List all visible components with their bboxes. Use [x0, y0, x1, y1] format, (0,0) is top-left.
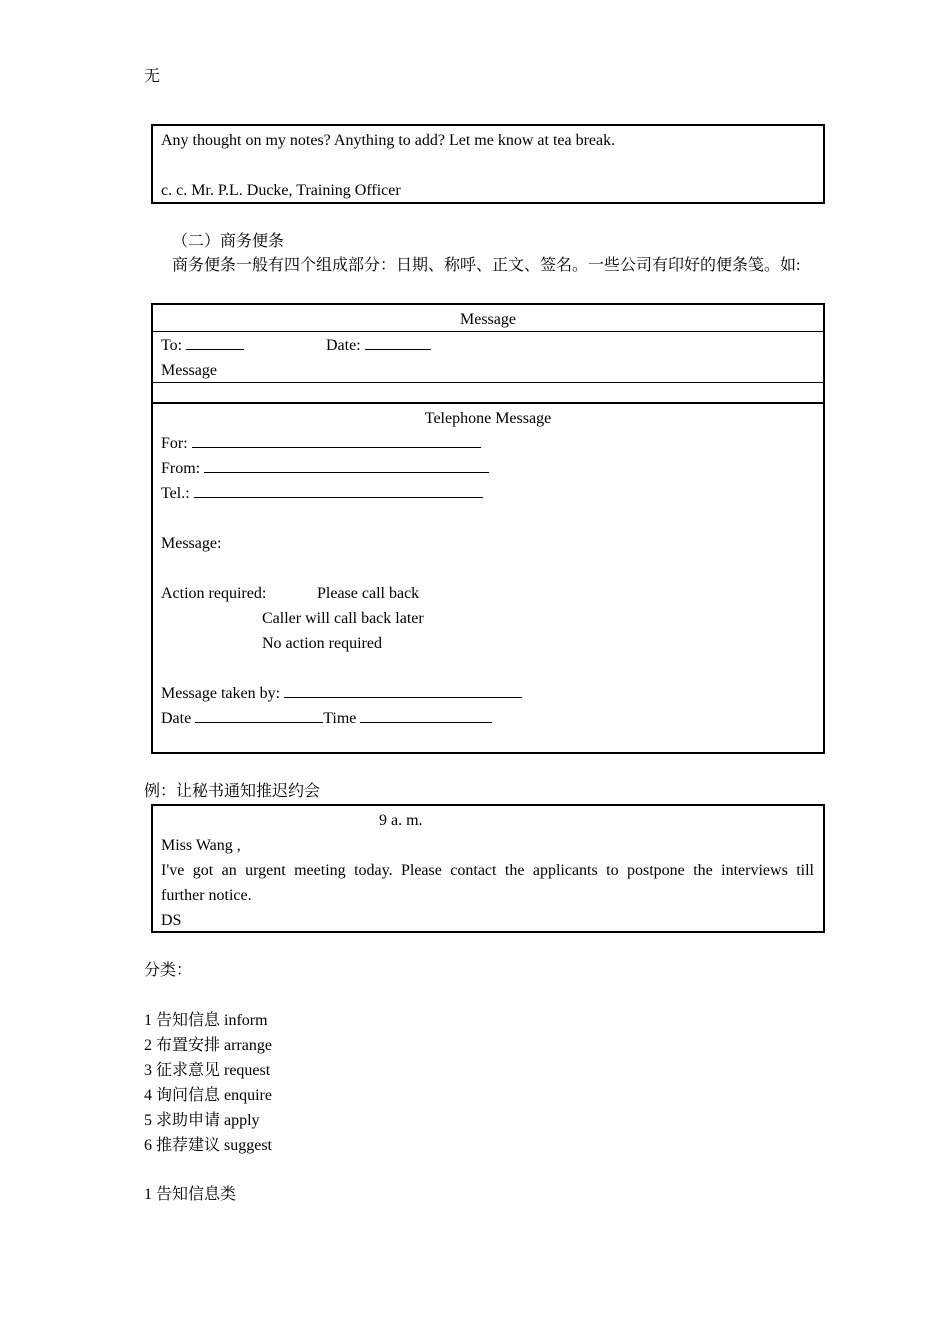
action-required-label: Action required:	[161, 585, 267, 602]
section-heading: （二）商务便条	[172, 233, 285, 250]
tel-field	[161, 481, 483, 506]
tel-date-label: Date	[161, 710, 192, 727]
classification-item: 2 布置安排 arrange	[144, 1037, 272, 1054]
tel-blank	[194, 481, 483, 498]
classification-item: 5 求助申请 apply	[144, 1112, 260, 1129]
from-field	[161, 456, 489, 481]
subsection-heading: 1 告知信息类	[144, 1186, 237, 1203]
tel-date-blank	[195, 706, 323, 723]
message-form-title: Message	[460, 311, 516, 328]
top-text: 无	[144, 68, 161, 85]
option-no-action: No action required	[262, 635, 382, 652]
for-field	[161, 431, 481, 456]
to-blank	[186, 333, 244, 350]
note-time: 9 a. m.	[379, 812, 423, 829]
divider	[153, 331, 823, 332]
memo-line-1: Any thought on my notes? Anything to add? Let me know at tea break.	[161, 132, 616, 149]
date-blank	[365, 333, 431, 350]
date-label: Date:	[326, 337, 361, 354]
taken-by-field	[161, 681, 522, 706]
tel-time-label: Time	[323, 710, 357, 727]
tel-time-blank	[360, 706, 492, 723]
option-call-back: Please call back	[317, 585, 420, 602]
classification-item: 4 询问信息 enquire	[144, 1087, 272, 1104]
classification-item: 1 告知信息 inform	[144, 1012, 268, 1029]
classification-item: 3 征求意见 request	[144, 1062, 271, 1079]
example-heading: 例：让秘书通知推迟约会	[144, 783, 321, 800]
section-intro: 商务便条一般有四个组成部分：日期、称呼、正文、签名。一些公司有印好的便条笺。如:	[172, 257, 801, 274]
classification-item: 6 推荐建议 suggest	[144, 1137, 273, 1154]
note-salutation: Miss Wang ,	[161, 837, 241, 854]
note-body-line-1: I've got an urgent meeting today. Please contact the applicants to postpone the interviews till	[161, 862, 814, 879]
memo-cc-line: c. c. Mr. P.L. Ducke, Training Officer	[161, 182, 401, 199]
divider	[153, 382, 823, 383]
from-blank	[204, 456, 489, 473]
classification-heading: 分类：	[144, 962, 193, 979]
option-will-call-later: Caller will call back later	[262, 610, 424, 627]
message-forms-box	[151, 303, 825, 754]
note-body-line-2: further notice.	[161, 887, 252, 904]
example-note-box	[151, 804, 825, 933]
to-label: To:	[161, 337, 183, 354]
for-blank	[192, 431, 481, 448]
message-label: Message	[161, 362, 217, 379]
date-time-field	[161, 706, 492, 731]
taken-by-label: Message taken by:	[161, 685, 281, 702]
to-field	[161, 333, 244, 358]
for-label: For:	[161, 435, 188, 452]
from-label: From:	[161, 460, 201, 477]
memo-box	[151, 124, 825, 204]
divider	[153, 402, 823, 404]
telephone-form-title: Telephone Message	[424, 410, 552, 427]
taken-by-blank	[284, 681, 522, 698]
date-field	[326, 333, 431, 358]
tel-message-label: Message:	[161, 535, 222, 552]
note-signature: DS	[161, 912, 182, 929]
tel-label: Tel.:	[161, 485, 190, 502]
